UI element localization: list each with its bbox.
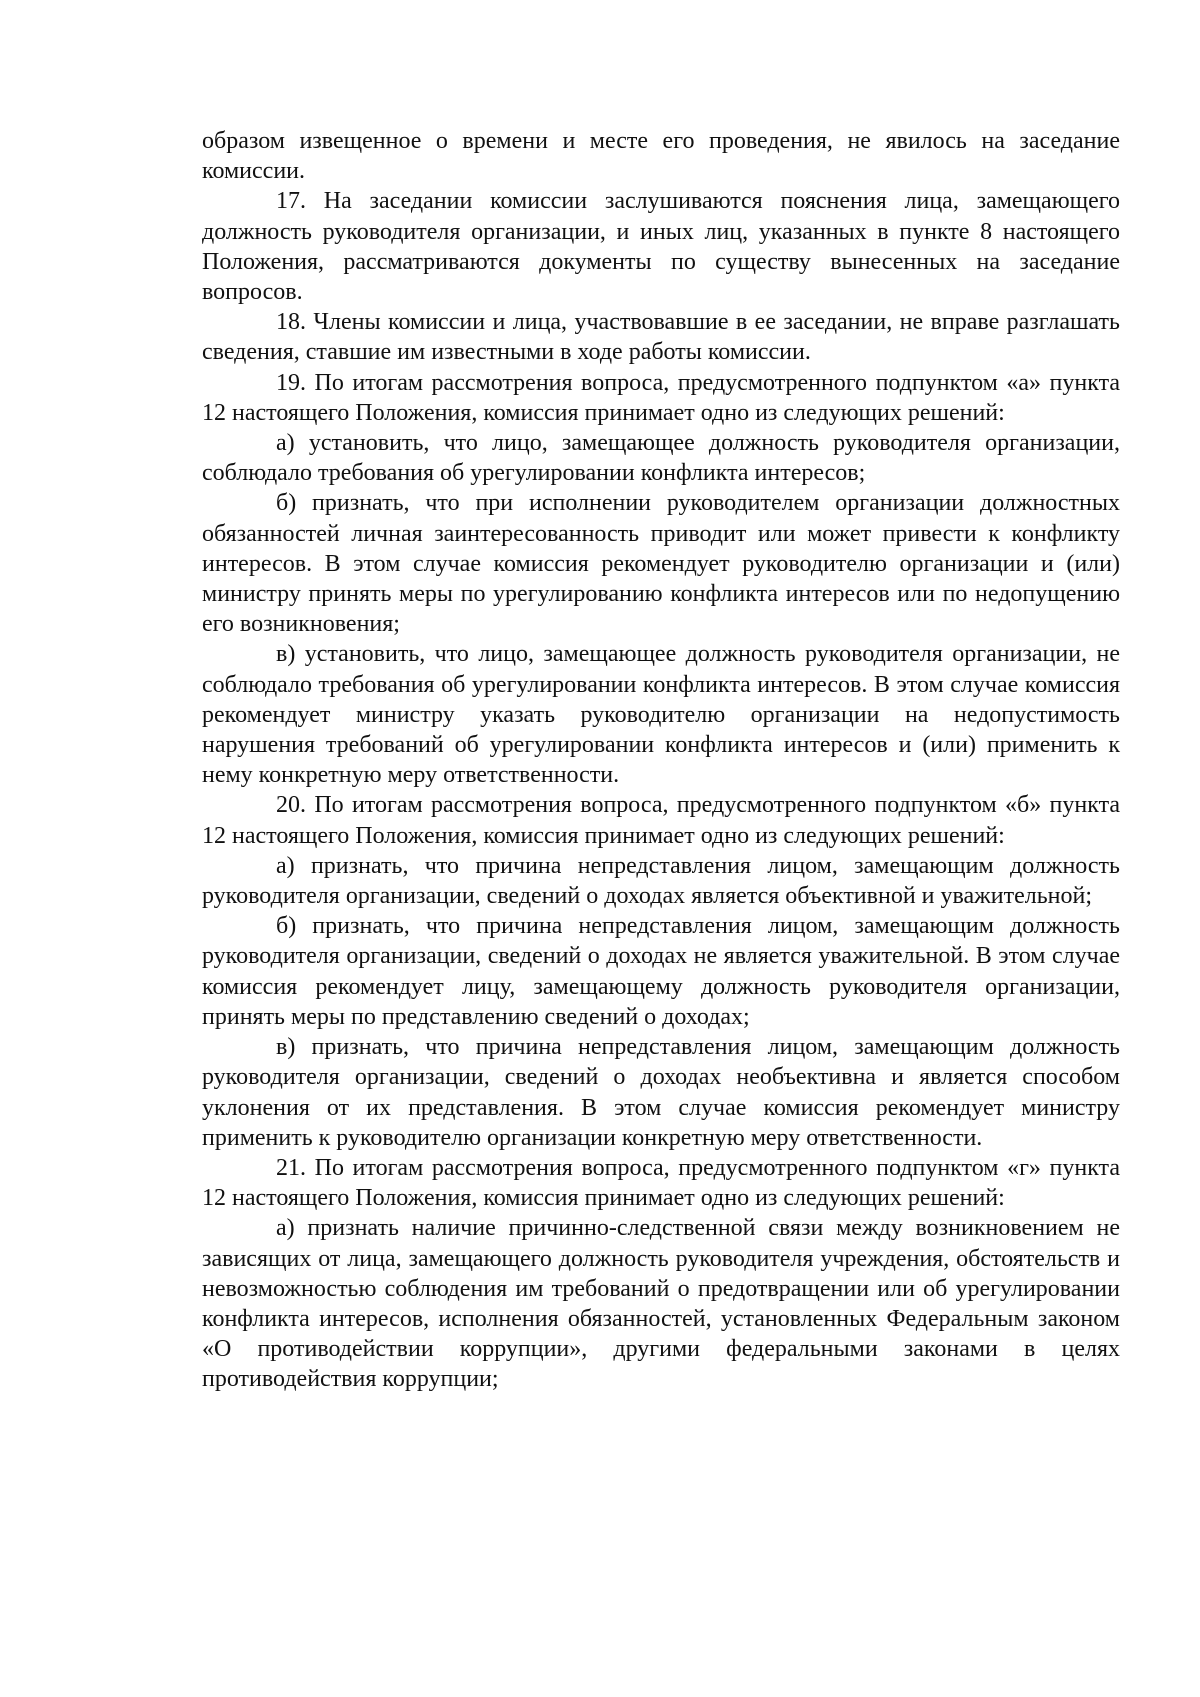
document-body xyxy=(202,126,1120,1395)
paragraph-20: 20. По итогам рассмотрения вопроса, предусмотренного подпунктом «б» пункта 12 настоящего Положения, комиссия принимает одно из следующих решений: xyxy=(202,792,1120,849)
paragraph-19-a: а) установить, что лицо, замещающее должность руководителя организации, соблюдало требования об урегулировании конфликта интересов; xyxy=(202,430,1120,487)
paragraph-continuation: образом извещенное о времени и месте его проведения, не явилось на заседание комиссии. xyxy=(202,128,1120,185)
paragraph-19: 19. По итогам рассмотрения вопроса, предусмотренного подпунктом «а» пункта 12 настоящего Положения, комиссия принимает одно из следующих решений: xyxy=(202,369,1120,426)
paragraph-20-v: в) признать, что причина непредставления лицом, замещающим должность руководителя организации, сведений о доходах необъективна и является способом уклонения от их представления. В этом случае комиссия рекомендует министру применить к руководителю организации конкретную меру ответственности. xyxy=(202,1034,1120,1151)
paragraph-18: 18. Члены комиссии и лица, участвовавшие в ее заседании, не вправе разглашать сведения, ставшие им известными в ходе работы комиссии. xyxy=(202,309,1120,366)
paragraph-17: 17. На заседании комиссии заслушиваются пояснения лица, замещающего должность руководителя организации, и иных лиц, указанных в пункте 8 настоящего Положения, рассматриваются документы по существу вынесенных на заседание вопросов. xyxy=(202,188,1120,306)
paragraph-19-b: б) признать, что при исполнении руководителем организации должностных обязанностей личная заинтересованность приводит или может привести к конфликту интересов. В этом случае комиссия рекомендует руководителю организации и (или) министру принять меры по урегулированию конфликта интересов или по недопущению его возникновения; xyxy=(202,490,1120,638)
paragraph-21-a: а) признать наличие причинно-следственной связи между возникновением не зависящих от лица, замещающего должность руководителя учреждения, обстоятельств и невозможностью соблюдения им требований о предотвращении или об урегулировании конфликта интересов, исполнения обязанностей, установленных Федеральным законом «О противодействии коррупции», другими федеральными законами в целях противодействия коррупции; xyxy=(202,1215,1120,1393)
paragraph-20-b: б) признать, что причина непредставления лицом, замещающим должность руководителя организации, сведений о доходах не является уважительной. В этом случае комиссия рекомендует лицу, замещающему должность руководителя организации, принять меры по представлению сведений о доходах; xyxy=(202,913,1120,1030)
paragraph-19-v: в) установить, что лицо, замещающее должность руководителя организации, не соблюдало требования об урегулировании конфликта интересов. В этом случае комиссия рекомендует министру указать руководителю организации на недопустимость нарушения требований об урегулировании конфликта интересов и (или) применить к нему конкретную меру ответственности. xyxy=(202,641,1120,789)
paragraph-20-a: а) признать, что причина непредставления лицом, замещающим должность руководителя организации, сведений о доходах является объективной и уважительной; xyxy=(202,852,1120,910)
paragraph-21: 21. По итогам рассмотрения вопроса, предусмотренного подпунктом «г» пункта 12 настоящего Положения, комиссия принимает одно из следующих решений: xyxy=(202,1154,1120,1212)
